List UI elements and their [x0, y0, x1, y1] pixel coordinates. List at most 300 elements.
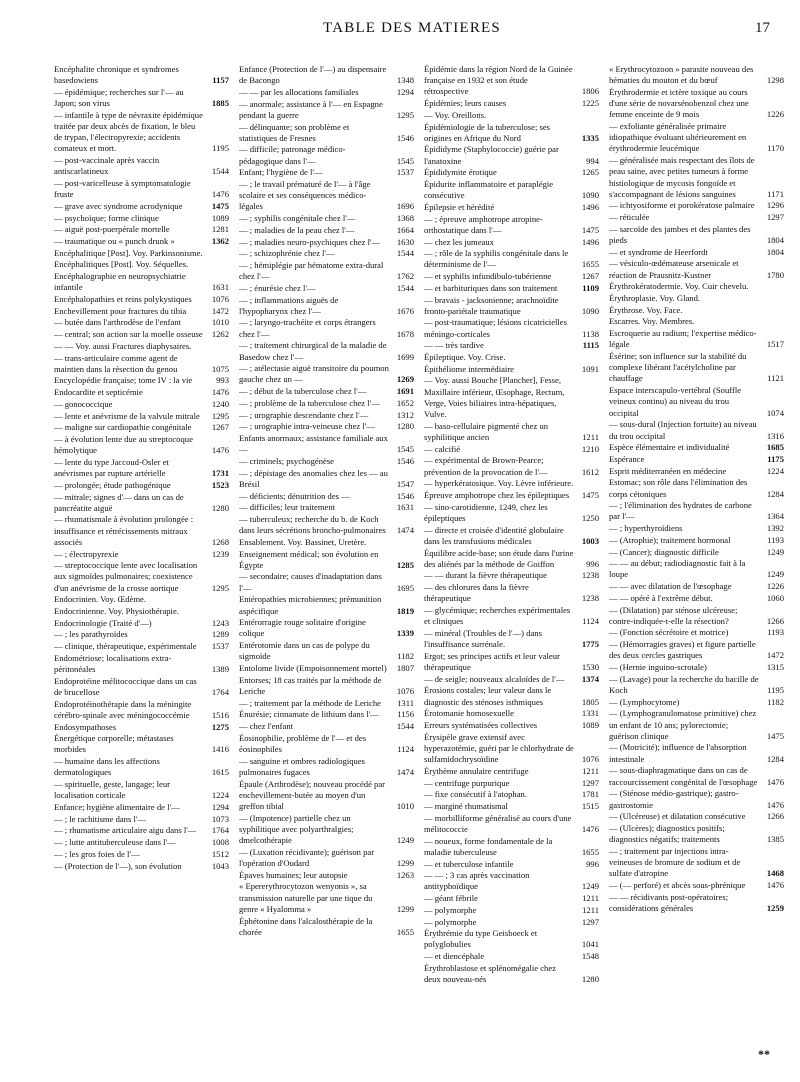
index-entry	[54, 802, 229, 813]
index-entry-page: 1010	[396, 801, 414, 811]
index-entry-page: 1339	[396, 628, 414, 639]
index-entry-page: 1008	[211, 837, 229, 848]
index-entry	[54, 606, 229, 617]
index-entry-text: — et tuberculose infantile	[424, 858, 514, 869]
index-entry	[424, 271, 599, 282]
index-entry	[54, 861, 229, 872]
index-entry	[424, 778, 599, 789]
index-entry-page: 1182	[397, 651, 414, 662]
index-entry-page: 1281	[211, 224, 229, 235]
index-entry-page: 1259	[766, 902, 784, 913]
index-entry-page: 1073	[211, 813, 229, 824]
index-entry	[54, 224, 229, 235]
index-entry-text: — polymorphe	[424, 916, 477, 927]
index-entry-text: Érosions costales; leur valeur dans le diagnostic des sténoses isthmiques	[424, 685, 552, 707]
index-entry	[609, 293, 784, 304]
index-entry-text: Encéphalite chronique et syndromes basedowiens	[54, 64, 179, 86]
index-entry-text: — marginé rhumatismal	[424, 801, 508, 811]
index-entry-page: 1348	[396, 75, 414, 86]
index-entry-page: 996	[586, 858, 599, 869]
index-entry-text: — noueux, forme fondamentale de la maladie tuberculeuse	[424, 835, 553, 857]
index-entry-text: — maligne sur cardiopathie congénitale	[54, 422, 192, 433]
index-entry-page: 1284	[766, 753, 784, 764]
footer-mark: **	[758, 1047, 770, 1061]
index-entry-text: — ; traitement par la méthode de Leriche	[239, 697, 381, 708]
index-entry-page: 1615	[211, 767, 229, 778]
index-entry-page: 1685	[766, 442, 784, 453]
index-entry-text: Épididymite érotique	[424, 167, 497, 178]
index-entry-text: — réticulée	[609, 212, 650, 223]
index-entry	[54, 676, 229, 698]
index-entry	[609, 477, 784, 499]
index-entry-text: — ; lutte antituberculeuse dans l'—	[54, 837, 176, 848]
index-entry-text: — de seigle; nouveaux alcaloïdes de l'—	[424, 673, 565, 684]
index-entry-page: 1240	[211, 398, 229, 409]
index-entry-text: Endosympathoses	[54, 721, 117, 732]
index-entry	[424, 478, 599, 489]
index-entry-page: 1362	[211, 236, 229, 247]
index-entry-page: 1476	[211, 387, 229, 398]
index-entry-page: 1121	[767, 373, 784, 384]
index-entry-text: Entorses; 18 cas traités par la méthode de Leriche	[239, 674, 382, 696]
index-entry-text: — directe et croisée d'identité globulaire dans les transfusions médicales	[424, 524, 564, 546]
index-entry-text: — traumatique ou « punch drunk »	[54, 236, 175, 247]
index-entry	[424, 444, 599, 455]
index-entry-page: 1630	[396, 236, 414, 247]
index-entry	[609, 788, 784, 810]
index-entry	[239, 122, 414, 144]
index-entry-page: 1544	[211, 166, 229, 177]
index-entry	[424, 144, 599, 166]
index-entry	[609, 558, 784, 580]
index-entry	[609, 212, 784, 223]
index-entry-page: 1517	[766, 339, 784, 350]
index-entry	[424, 789, 599, 800]
index-entry-page: 1311	[397, 697, 414, 708]
index-entry	[54, 248, 229, 259]
index-entry	[239, 756, 414, 778]
index-entry	[424, 179, 599, 201]
index-entry-page: 1806	[581, 86, 599, 97]
index-entry-text: — (Lymphocytome)	[609, 696, 680, 707]
index-entry-page: 1537	[211, 641, 229, 652]
index-entry	[424, 110, 599, 121]
index-entry-page: 1695	[396, 582, 414, 593]
index-entry	[239, 502, 414, 513]
index-entry-text: — ; maladies neuro-psychiques chez l'—	[239, 236, 381, 247]
index-entry-text: — ; le rachitisme dans l'—	[54, 813, 147, 824]
index-entry-text: Estomac; son rôle dans l'élimination des corps cétoniques	[609, 477, 748, 499]
index-entry-text: — ; épreuve amphotrope atropine-orthostatique dans l'—	[424, 213, 543, 235]
index-entry	[239, 363, 414, 385]
index-entry-page: 1316	[766, 430, 784, 441]
index-entry-text: — sarcoïde des jambes et des plantes des pieds	[609, 223, 751, 246]
index-entry	[609, 765, 784, 787]
index-entry-text: Endocrinologie (Traité d'—)	[54, 617, 152, 628]
index-entry-text: — polymorphe	[424, 904, 477, 915]
index-entry-page: 1266	[766, 811, 784, 822]
index-entry-page: 1392	[766, 523, 784, 534]
index-entry-text: — humaine dans les affections dermatologiques	[54, 756, 160, 778]
index-entry-text: — grave avec syndrome acrodynique	[54, 200, 183, 211]
index-entry	[54, 814, 229, 825]
index-entry-text: — ; énurésie chez l'—	[239, 282, 316, 293]
index-entry	[424, 605, 599, 627]
index-entry-text: — aiguë post-puerpérale mortelle	[54, 224, 170, 235]
index-entry-text: — (— perforé) et abcès sous-phrénique	[609, 879, 746, 890]
index-entry-page: 1275	[211, 721, 229, 732]
index-entry	[54, 733, 229, 755]
index-entry-page: 1523	[211, 479, 229, 490]
index-entry-text: — ; schizophrénie chez l'—	[239, 248, 335, 259]
index-entry-page: 1655	[581, 259, 599, 270]
index-entry	[54, 722, 229, 733]
index-entry	[239, 260, 414, 282]
index-entry	[239, 617, 414, 639]
index-entry-text: — ; urographie intra-veineuse chez l'—	[239, 421, 375, 432]
index-entry	[609, 811, 784, 822]
index-entry-text: Endoprotéine mélitococcique dans un cas de brucellose	[54, 675, 197, 697]
index-entry-page: 1211	[582, 904, 599, 915]
index-columns	[54, 64, 784, 1074]
index-entry	[424, 720, 599, 731]
index-entry-page: 1676	[396, 305, 414, 316]
index-entry-text: — morbilliforme généralisé au cours d'une mélitococcie	[424, 812, 572, 834]
index-entry	[609, 674, 784, 696]
index-entry-text: — rhumatismale à évolution prolongée : insuffisance et rétrécissements mitraux associés	[54, 514, 194, 547]
index-entry-text: Endocardite et septicémie	[54, 387, 143, 398]
index-entry-text: — (Fonction sécrétoire et motrice)	[609, 627, 729, 638]
index-entry-text: — post-varicelleuse à symptomatologie fruste	[54, 178, 191, 200]
index-entry-text: Espérance	[609, 453, 645, 464]
index-entry-text: — (Ulcères); diagnostics positifs; diagnostics négatifs; traitements	[609, 822, 725, 845]
index-entry	[609, 121, 784, 155]
index-entry-page: 1389	[211, 664, 229, 675]
page-title: TABLE DES MATIERES	[323, 20, 501, 36]
index-entry-page: 1296	[766, 200, 784, 211]
index-entry-text: — — au début; radiodiagnostic fait à la loupe	[609, 558, 746, 580]
index-entry	[609, 258, 784, 280]
index-entry-text: — épidémique; recherches sur l'— au Japon; son virus	[54, 86, 184, 109]
index-entry-page: 1416	[211, 744, 229, 755]
index-entry-page: 1226	[766, 581, 784, 592]
index-entry-page: 1157	[212, 75, 229, 86]
index-entry	[424, 283, 599, 294]
index-entry-page: 1269	[396, 374, 414, 385]
index-entry	[609, 200, 784, 211]
index-entry	[54, 306, 229, 317]
index-entry	[424, 375, 599, 420]
index-entry	[54, 629, 229, 640]
index-entry	[239, 468, 414, 490]
index-entry-page: 1294	[211, 802, 229, 812]
index-entry-page: 1545	[396, 444, 414, 455]
index-entry-page: 1299	[396, 903, 414, 914]
index-column-3	[424, 64, 599, 1074]
index-entry-text: Érythrodermie et ictère toxique au cours d'une série de novarsénobenzol chez une femme enceinte de 9 mois	[609, 86, 749, 120]
index-entry	[54, 317, 229, 328]
index-entry-text: Encéphalographie en neuropsychiatrie infantile	[54, 271, 186, 293]
index-entry-page: 1182	[767, 696, 784, 707]
index-entry-text: — bravais - jacksonienne; arachnoïdite fronto-pariétale traumatique	[424, 294, 559, 316]
index-entry-text: — calcifié	[424, 443, 461, 454]
index-entry-page: 1297	[581, 777, 599, 788]
index-entry-text: — (Lymphogranulomatose primitive) chez un enfant de 10 ans; pylorectomie; guérison clinique	[609, 708, 757, 741]
index-entry-text: Érythroplasie. Voy. Gland.	[609, 293, 701, 304]
index-entry	[54, 434, 229, 456]
index-entry	[609, 328, 784, 350]
index-entry	[609, 662, 784, 673]
index-entry-text: — — Voy. aussi Fractures diaphysaires.	[54, 340, 192, 351]
index-entry-text: Épileptique. Voy. Crise.	[424, 352, 506, 363]
index-entry-text: — (Lavage) pour la recherche du bacille de Koch	[609, 673, 759, 695]
index-entry	[239, 64, 414, 86]
index-entry-page: 1764	[211, 825, 229, 836]
index-entry-page: 1547	[396, 478, 414, 489]
index-entry	[424, 674, 599, 685]
index-entry-page: 996	[586, 558, 599, 569]
index-entry-text: — vésiculo-œdémateuse arsenicale et réaction de Prausnitz-Kustner	[609, 258, 739, 280]
index-entry-page: 1250	[581, 512, 599, 523]
index-entry-page: 1476	[211, 189, 229, 200]
index-entry-text: — à évolution lente due au streptocoque hémolytique	[54, 434, 193, 456]
index-entry	[54, 653, 229, 675]
index-entry-page: 1655	[581, 846, 599, 857]
index-entry	[609, 466, 784, 477]
index-entry	[239, 99, 414, 121]
index-entry-text: — difficiles; leur traitement	[239, 502, 336, 513]
index-entry	[424, 905, 599, 916]
index-entry-page: 1295	[396, 109, 414, 120]
index-entry	[424, 813, 599, 835]
index-entry	[239, 179, 414, 213]
index-entry-page: 1076	[396, 685, 414, 696]
index-entry-page: 1060	[766, 592, 784, 603]
index-entry	[54, 849, 229, 860]
index-entry-text: — ; atélectasie aiguë transitoire du poumon gauche chez un —	[239, 363, 389, 385]
index-entry-page: 1775	[581, 639, 599, 650]
index-entry-text: — trans-articulaire comme agent de maintien dans la résection du genou	[54, 352, 178, 374]
index-entry	[54, 825, 229, 836]
index-entry	[239, 421, 414, 432]
index-entry-page: 1476	[766, 799, 784, 810]
index-entry-text: Épaves humaines; leur autopsie	[239, 869, 348, 880]
index-entry	[239, 398, 414, 409]
index-entry-page: 1544	[396, 721, 414, 732]
index-entry	[609, 442, 784, 453]
page-number: 17	[755, 20, 770, 36]
index-entry-page: 1295	[211, 410, 229, 421]
index-entry-page: 1211	[582, 765, 599, 776]
index-entry-text: — lente du type Jaccoud-Osler et anévrismes par rupture artérielle	[54, 456, 169, 479]
index-entry-page: 1299	[396, 858, 414, 869]
index-entry-page: 1297	[581, 916, 599, 927]
index-entry-page: 1249	[581, 881, 599, 892]
index-entry	[239, 881, 414, 915]
index-entry-text: — (Hémorragies graves) et figure partielle des deux cercles gastriques	[609, 639, 756, 661]
index-entry-text: — chez les jumeaux	[424, 236, 494, 247]
index-entry	[239, 491, 414, 502]
index-entry	[54, 618, 229, 629]
index-entry-page: 1284	[766, 488, 784, 499]
index-entry	[239, 213, 414, 224]
index-entry-page: 1265	[581, 167, 599, 178]
index-entry	[239, 283, 414, 294]
index-entry	[424, 202, 599, 213]
index-entry-text: — déficients; dénutrition des —	[239, 490, 350, 501]
index-entry-text: Ésérine; son influence sur la stabilité du complexe libérant l'acétylcholine par chauffage	[609, 351, 747, 384]
index-entry	[424, 248, 599, 270]
index-entry	[424, 340, 599, 351]
index-entry	[424, 317, 599, 339]
index-entry-text: — spirituelle, geste, langage; leur localisation corticale	[54, 779, 170, 801]
index-entry	[54, 837, 229, 848]
index-entry	[54, 271, 229, 293]
index-entry-page: 1546	[396, 132, 414, 143]
index-entry-text: — — très tardive	[424, 340, 484, 351]
index-entry	[54, 560, 229, 594]
index-entry-page: 1512	[211, 848, 229, 859]
index-entry-page: 1295	[211, 582, 229, 593]
index-entry-page: 1280	[211, 502, 229, 513]
index-entry	[239, 721, 414, 732]
index-entry-page: 1819	[396, 605, 414, 616]
index-entry-page: 1225	[581, 98, 599, 109]
index-entry-text: — secondaire; causes d'inadaptation dans l'—	[239, 571, 382, 593]
index-entry-text: — sous-diaphragmatique dans un cas de raccourcissement congénital de l'œsophage	[609, 765, 758, 787]
index-entry-page: 1297	[766, 212, 784, 223]
index-entry-text: — infantile à type de névraxite épidémique traitée par deux abcès de fixation, le bleu de trypan, l'électropyrexie; accidents comateux et mort.	[54, 109, 203, 154]
index-entry-text: Encéphalitique [Post]. Voy. Parkinsonisme.	[54, 247, 203, 258]
index-entry-text: — (Hernie inguino-scrotale)	[609, 662, 707, 673]
index-entry-page: 1474	[396, 766, 414, 777]
index-entry	[424, 295, 599, 317]
index-entry	[239, 537, 414, 548]
index-entry-page: 1374	[581, 673, 599, 684]
index-entry	[609, 247, 784, 258]
index-entry	[239, 698, 414, 709]
index-entry	[54, 699, 229, 721]
index-entry	[424, 214, 599, 236]
index-entry-text: Équilibre acide-base; son étude dans l'urine des aliénés par la méthode de Goiffon	[424, 547, 574, 569]
index-entry-text: — ; hyperthyroïdiens	[609, 523, 683, 534]
index-entry-text: — ; les parathyroïdes	[54, 629, 128, 640]
index-entry-page: 1238	[581, 570, 599, 581]
index-entry	[54, 422, 229, 433]
index-entry	[54, 353, 229, 375]
index-entry-page: 1175	[767, 453, 784, 464]
index-entry-page: 1193	[767, 534, 784, 545]
index-entry	[239, 733, 414, 755]
index-entry-text: — prolongée; étude pathogénique	[54, 479, 171, 490]
index-entry-page: 1298	[766, 75, 784, 86]
index-entry-text: — psychoïque; forme clinique	[54, 212, 159, 223]
index-entry-page: 1762	[396, 271, 414, 282]
index-entry	[609, 627, 784, 638]
index-entry-page: 1807	[396, 663, 414, 674]
index-entry-page: 1003	[581, 535, 599, 546]
index-entry-text: — (Cancer); diagnostic difficile	[609, 546, 719, 557]
index-entry-page: 1476	[581, 823, 599, 834]
index-entry-text: — et barbituriques dans son traitement	[424, 282, 558, 293]
index-entry-page: 1545	[396, 155, 414, 166]
index-entry	[239, 675, 414, 697]
index-entry-page: 1239	[211, 548, 229, 559]
index-entry-page: 1267	[211, 422, 229, 433]
index-entry	[424, 801, 599, 812]
index-entry-text: — central; son action sur la moelle osseuse	[54, 329, 203, 340]
index-entry-page: 1476	[766, 879, 784, 890]
index-entry	[54, 399, 229, 410]
index-entry	[424, 570, 599, 581]
index-entry-text: Escroquerie au radium; l'expertise médico-légale	[609, 328, 757, 350]
index-entry-page: 1664	[396, 224, 414, 235]
index-entry	[424, 167, 599, 178]
index-entry-text: Éphétonine dans l'alcalosthérapie de la chorée	[239, 915, 373, 937]
index-entry	[54, 329, 229, 340]
index-entry-text: Encéphalopathies et reins polykystiques	[54, 294, 192, 305]
index-entry	[239, 295, 414, 317]
index-entry-page: 1764	[211, 686, 229, 697]
index-entry-text: — ; maladies de la peau chez l'—	[239, 224, 355, 235]
index-entry-page: 1476	[766, 776, 784, 787]
index-entry-page: 1171	[767, 188, 784, 199]
index-entry-page: 1544	[396, 248, 414, 259]
index-entry-page: 1224	[766, 465, 784, 476]
index-entry-text: Enchevillement pour fractures du tibia	[54, 305, 187, 316]
index-entry-page: 1515	[581, 801, 599, 811]
index-entry-text: — (Protection de l'—), son évolution	[54, 860, 182, 871]
index-entry	[609, 708, 784, 742]
index-entry	[609, 351, 784, 385]
index-entry	[424, 893, 599, 904]
index-entry	[609, 605, 784, 627]
index-entry-page: 1530	[581, 662, 599, 673]
index-entry-text: Épidémie dans la région Nord de la Guinée française en 1932 et son étude rétrospective	[424, 64, 573, 97]
index-entry-page: 1041	[581, 939, 599, 950]
index-entry-text: — exfoliante généralisée primaire idiopathique évoluant ultérieurement en érythrodermie leucémique	[609, 121, 747, 154]
index-entry-page: 1804	[766, 246, 784, 257]
index-entry-text: Épaule (Arthrodèse); nouveau procédé par enchevillement-butée au moyen d'un greffon tibial	[239, 778, 386, 811]
index-entry	[54, 375, 229, 386]
index-entry-page: 1496	[581, 236, 599, 247]
index-entry-text: Érythrose. Voy. Face.	[609, 304, 683, 315]
index-entry-text: — ; hémiplégie par hématome extra-dural chez l'—	[239, 259, 384, 282]
index-entry-page: 1138	[582, 328, 599, 339]
index-entry	[239, 317, 414, 339]
index-entry-text: Érythroblastose et splénomégalie chez deux nouveau-nés	[424, 962, 556, 985]
index-entry-text: — ; début de la tuberculose chez l'—	[239, 386, 367, 397]
index-entry	[424, 64, 599, 98]
index-entry	[424, 859, 599, 870]
index-entry	[609, 454, 784, 465]
index-entry	[239, 433, 414, 455]
index-entry-text: — ; dépistage des anomalies chez les — au Brésil	[239, 467, 388, 489]
index-entry-text: Épidurite inflammatoire et paraplégie consécutive	[424, 179, 554, 201]
index-entry-text: Épidémiologie de la tuberculose; ses origines en Afrique du Nord	[424, 121, 551, 143]
index-entry-page: 1089	[581, 720, 599, 731]
index-entry-text: Enfants anormaux; assistance familiale aux —	[239, 433, 388, 455]
index-entry	[424, 870, 599, 892]
index-entry-text: — et diencéphale	[424, 951, 485, 962]
index-entry-page: 1266	[766, 615, 784, 626]
index-entry-text: — glycémique; recherches expérimentales et cliniques	[424, 605, 571, 627]
index-entry	[54, 110, 229, 155]
index-entry-text: Épithéliome intermédiaire	[424, 363, 514, 374]
index-entry-text: — (Atrophie); traitement hormonal	[609, 534, 731, 545]
index-entry	[609, 523, 784, 534]
index-entry-page: 1546	[396, 455, 414, 466]
